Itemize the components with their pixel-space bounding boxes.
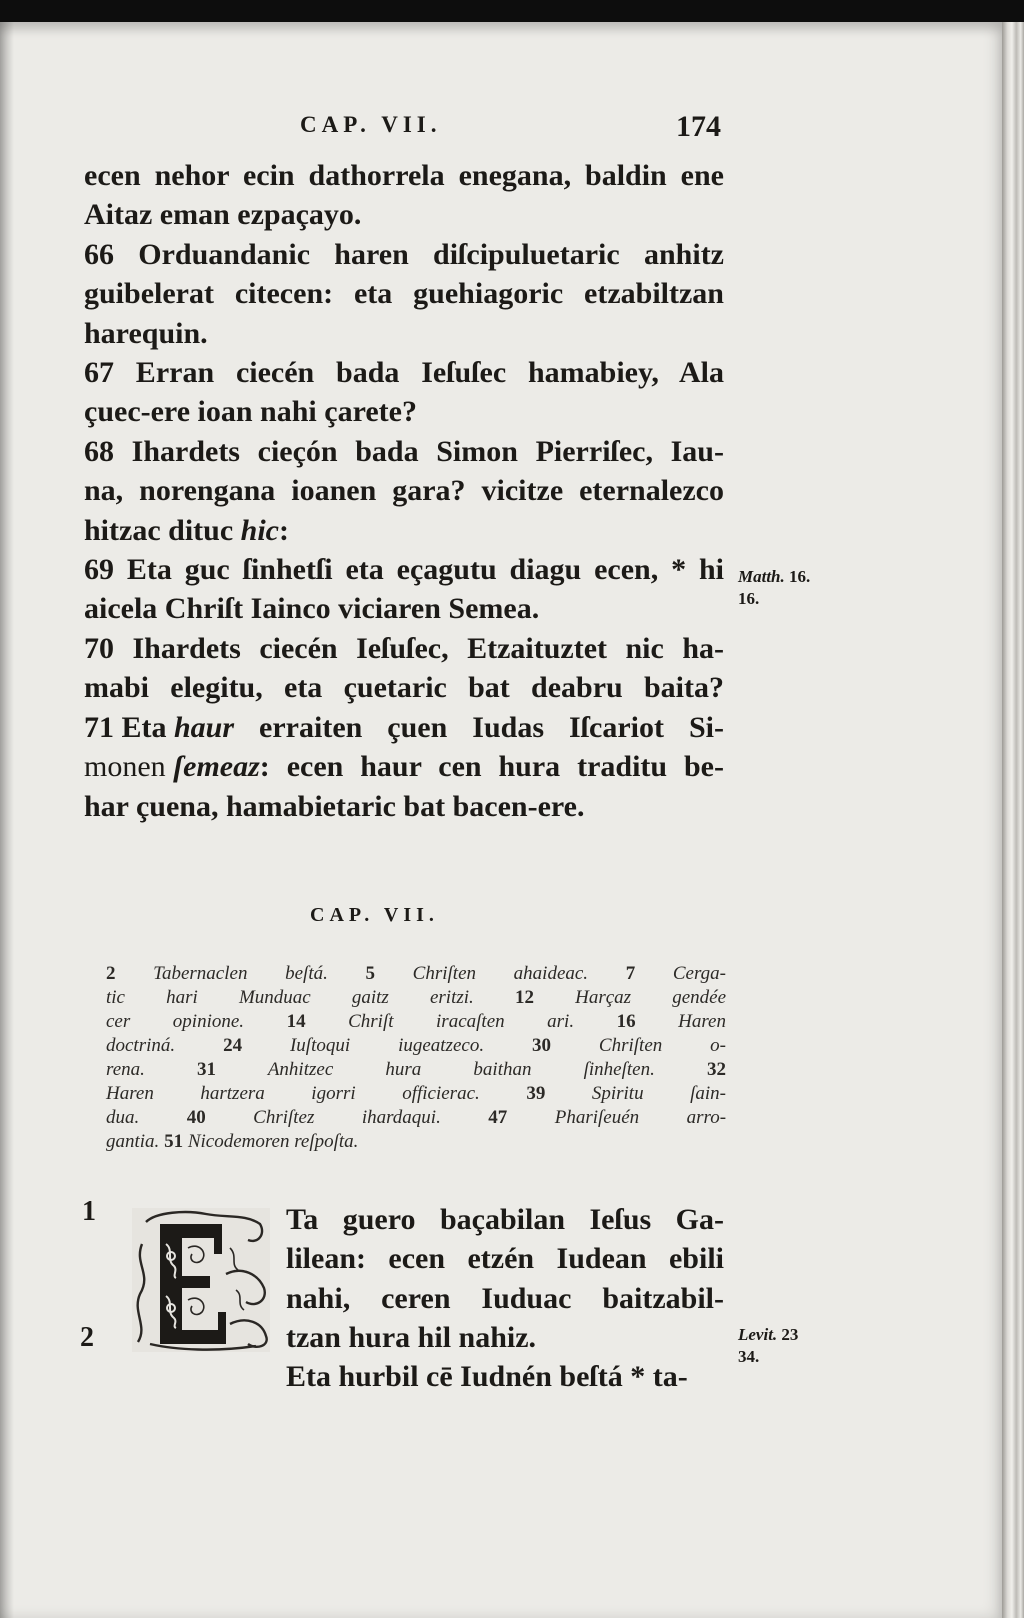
margin-ref-verse: 34.	[738, 1347, 760, 1366]
text-line: lilean: ecen etzén Iudean ebili	[286, 1242, 724, 1276]
text-line: 70 Ihardets ciecén Ieſuſec, Etzaituztet nic ha-	[84, 631, 724, 665]
summary-text: gantia.	[106, 1131, 160, 1152]
text-line: har çuena, hamabietaric bat bacen-ere.	[84, 789, 585, 823]
text-line: Aitaz eman ezpaçayo.	[84, 198, 362, 232]
italic-run: ſemeaz	[173, 750, 260, 784]
summary-text: Tabernaclen beſtá.	[153, 963, 328, 984]
summary-number: 2	[106, 963, 116, 984]
text-line: nahi, ceren Iuduac baitzabil-	[286, 1281, 724, 1315]
chapter-heading: CAP. VII.	[310, 904, 439, 926]
summary-number: 51	[164, 1131, 184, 1152]
running-head: CAP. VII.	[300, 112, 442, 137]
text-line: 66 Orduandanic haren diſcipuluetaric anhitz	[84, 237, 724, 271]
summary-text: Cerga-	[672, 963, 726, 984]
text-line: 69 Eta guc ſinhetſi eta eçagutu diagu ecen, * hi	[84, 553, 724, 587]
page-number: 174	[676, 110, 721, 143]
summary-line	[106, 1106, 726, 1130]
summary-line	[106, 1058, 726, 1082]
summary-text: Phariſeuén arro-	[554, 1107, 727, 1128]
summary-line	[106, 1082, 726, 1106]
summary-number: 47	[488, 1107, 508, 1128]
margin-reference-leviticus	[738, 1324, 798, 1368]
summary-text: rena.	[106, 1059, 145, 1080]
summary-number: 24	[223, 1035, 243, 1056]
body-text	[84, 156, 724, 826]
summary-text: Chriſt iracaſten ari.	[348, 1011, 575, 1032]
summary-text: Chriſten o-	[598, 1035, 727, 1056]
text-line: çuec-ere ioan nahi çarete?	[84, 395, 417, 429]
text-line: ecen nehor ecin dathorrela enegana, baldin ene	[84, 159, 724, 192]
margin-ref-chapter: 16.	[789, 567, 811, 586]
margin-ref-verse: 16.	[738, 589, 760, 608]
verse-number: 2	[80, 1322, 94, 1353]
text-line: guibelerat citecen: eta guehiagoric etzabiltzan	[84, 277, 724, 311]
summary-text: Spiritu ſain-	[591, 1083, 727, 1104]
summary-text: Chriſtez ihardaqui.	[253, 1107, 441, 1128]
verse-number: 1	[82, 1196, 96, 1227]
summary-text: tic hari Munduac gaitz eritzi.	[106, 987, 474, 1008]
margin-ref-book: Levit.	[738, 1325, 778, 1344]
ornamental-drop-cap-icon	[126, 1204, 276, 1356]
summary-text: Haren	[678, 1011, 726, 1032]
text-line: aicela Chriſt Iainco viciaren Semea.	[84, 592, 540, 626]
text-run: hitzac dituc	[84, 513, 241, 547]
summary-text: Nicodemoren reſpoſta.	[187, 1131, 359, 1152]
summary-number: 39	[526, 1083, 546, 1104]
summary-number: 16	[616, 1011, 636, 1032]
summary-text: Iuſtoqui iugeatzeco.	[289, 1035, 485, 1056]
text-run: erraiten çuen Iudas Iſcariot Si-	[234, 710, 724, 744]
text-line	[84, 511, 724, 550]
text-line	[84, 747, 724, 786]
text-run: 71 Eta	[84, 710, 174, 744]
summary-line	[106, 962, 726, 986]
summary-number: 5	[365, 963, 376, 984]
summary-text: Haren hartzera igorri officierac.	[106, 1083, 480, 1104]
summary-text: dua.	[106, 1107, 140, 1128]
italic-run: haur	[174, 710, 235, 744]
text-line: harequin.	[84, 316, 208, 350]
verse-1	[286, 1200, 724, 1358]
text-run: monen	[84, 750, 174, 784]
summary-text: Anhitzec hura baithan ſinheſten.	[267, 1059, 655, 1080]
text-line: Ta guero baçabilan Ieſus Ga-	[286, 1203, 724, 1236]
summary-number: 40	[186, 1107, 206, 1128]
summary-text: Chriſten ahaideac.	[412, 963, 589, 984]
summary-text: doctriná.	[106, 1035, 176, 1056]
margin-ref-chapter: 23	[781, 1325, 799, 1344]
margin-reference-matthew	[738, 566, 810, 610]
binding-shadow	[0, 22, 14, 1618]
text-line: 67 Erran ciecén bada Ieſuſec hamabiey, Ala	[84, 356, 724, 390]
margin-ref-book: Matth.	[738, 567, 785, 586]
summary-line	[106, 1034, 726, 1058]
chapter-summary	[106, 962, 726, 1154]
verse-2: Eta hurbil cē Iudnén beſtá * ta-	[286, 1360, 688, 1393]
summary-text: cer opinione.	[106, 1011, 245, 1032]
summary-line	[106, 1130, 726, 1154]
summary-number: 14	[286, 1011, 306, 1032]
summary-number: 31	[197, 1059, 217, 1080]
text-line: mabi elegitu, eta çuetaric bat deabru baita?	[84, 671, 724, 705]
summary-number: 32	[707, 1059, 726, 1080]
summary-line	[106, 1010, 726, 1034]
page-edges	[1002, 22, 1024, 1618]
text-line: 68 Ihardets cieçón bada Simon Pierriſec, Iau-	[84, 434, 724, 468]
summary-line	[106, 986, 726, 1010]
text-run: :	[279, 513, 289, 547]
text-run: : ecen haur cen hura traditu be-	[259, 750, 724, 784]
summary-text: Harçaz gendée	[575, 987, 727, 1008]
text-line: na, norengana ioanen gara? vicitze eternalezco	[84, 474, 724, 508]
summary-number: 7	[625, 963, 636, 984]
summary-number: 30	[532, 1035, 551, 1056]
italic-run: hic	[240, 513, 279, 547]
text-line: tzan hura hil nahiz.	[286, 1321, 537, 1355]
text-line	[84, 708, 724, 747]
summary-number: 12	[514, 987, 534, 1008]
